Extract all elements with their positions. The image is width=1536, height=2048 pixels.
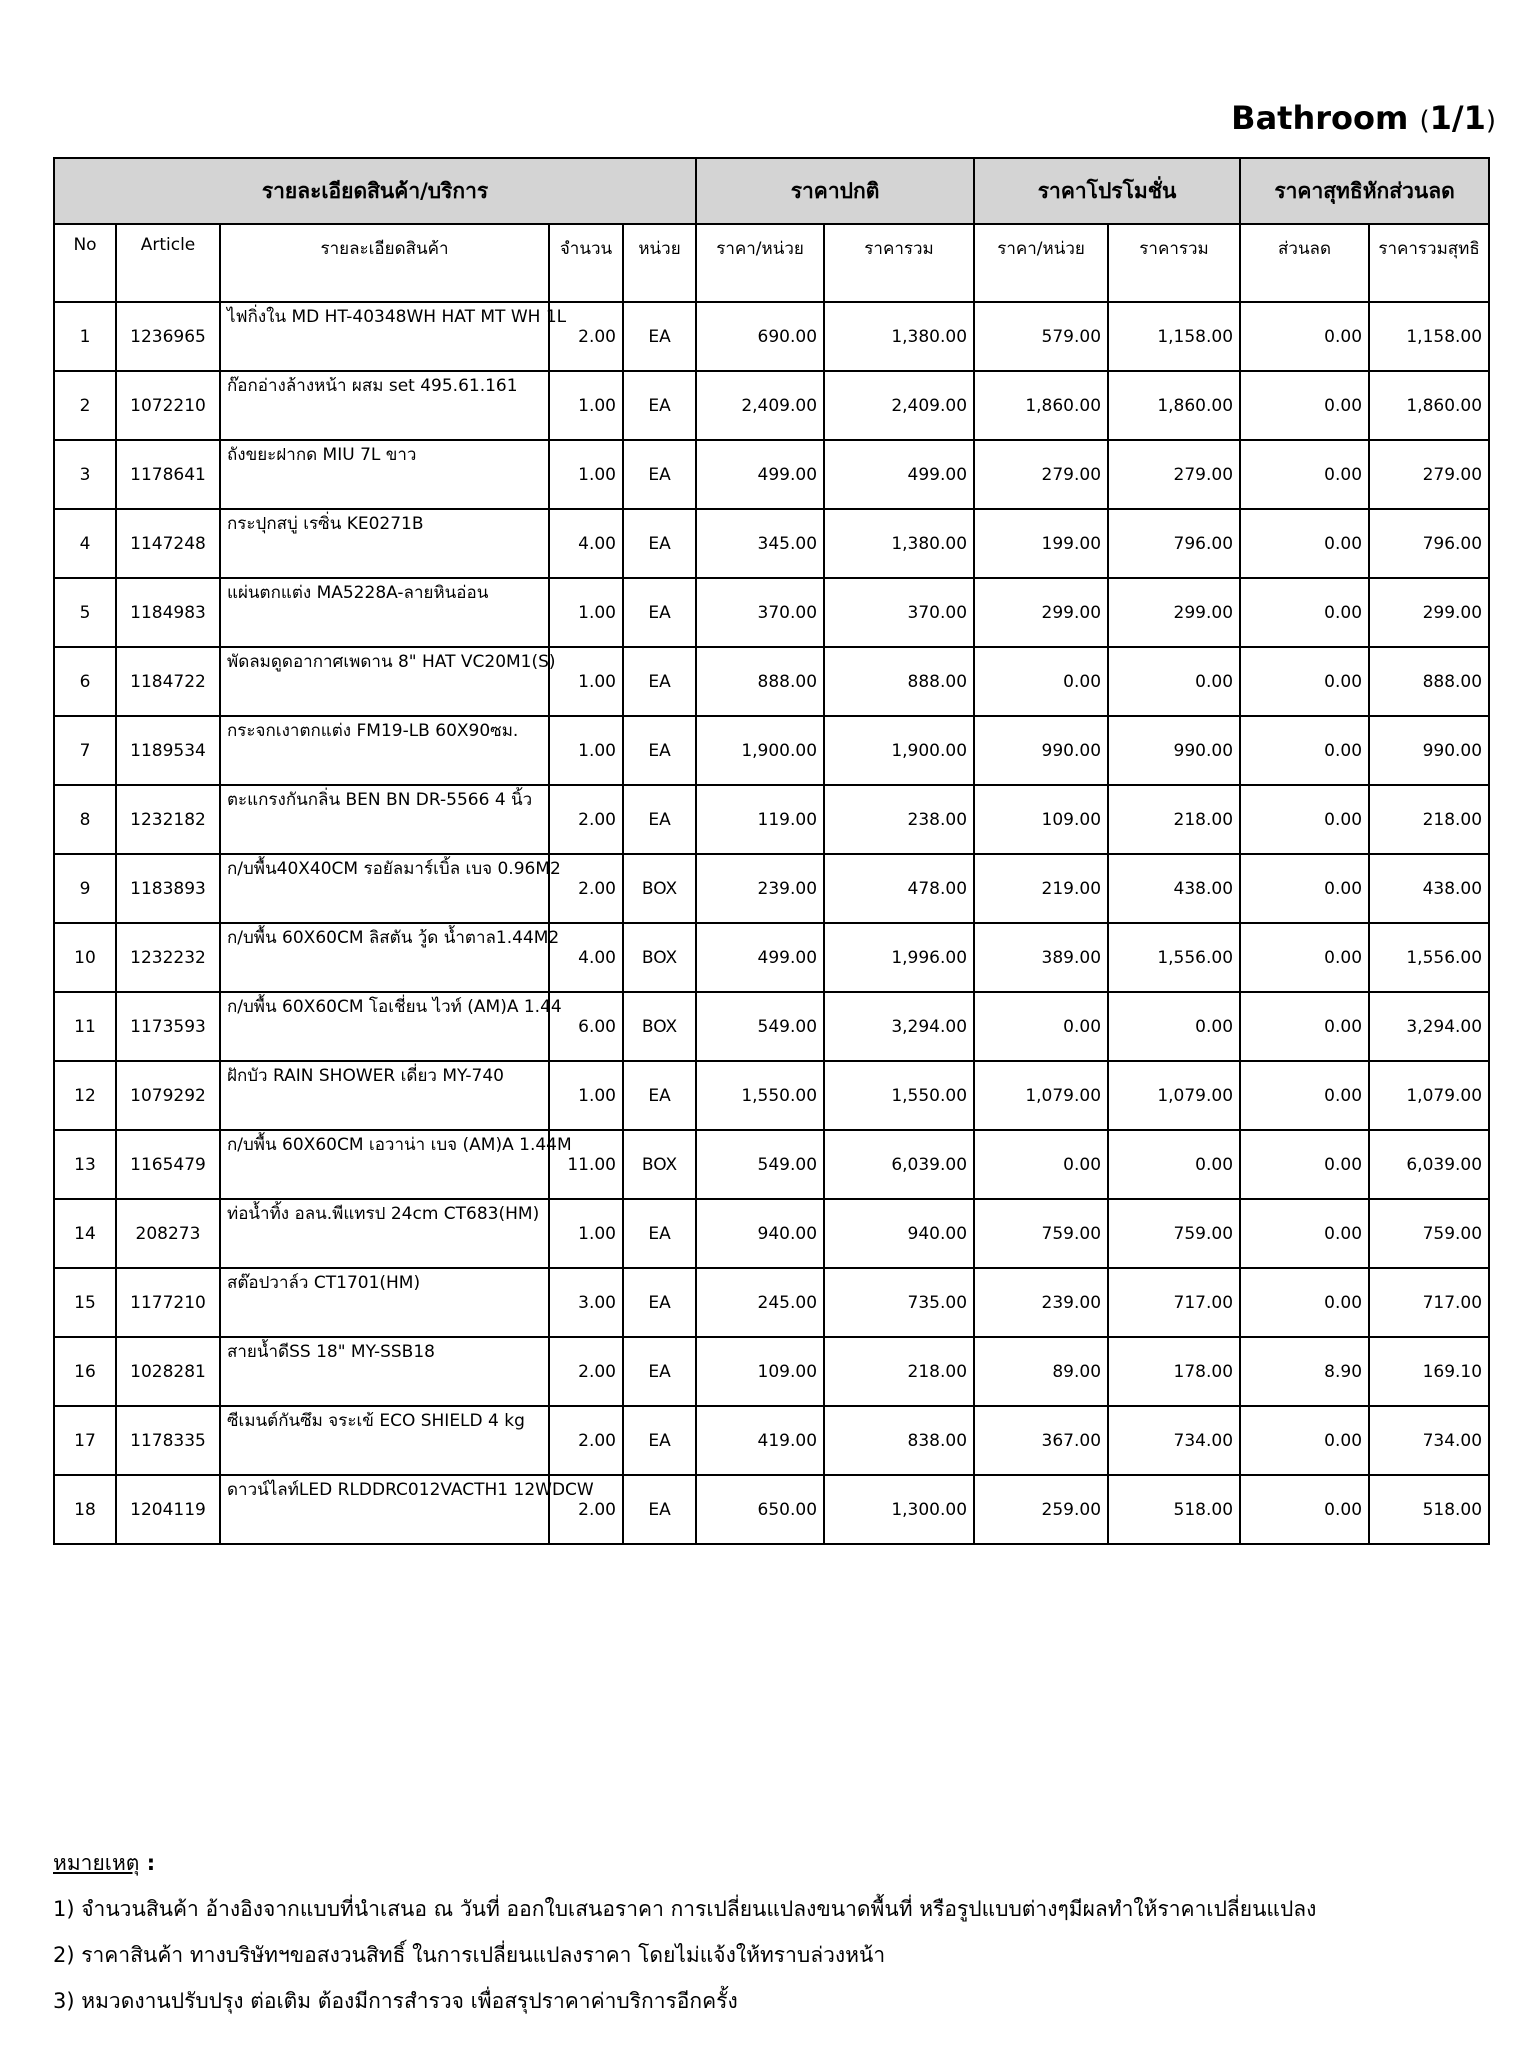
table-body bbox=[54, 302, 1489, 1544]
cell-promo-total: 299.00 bbox=[1108, 578, 1240, 647]
cell-description: ไฟกิ่งใน MD HT-40348WH HAT MT WH 1L bbox=[220, 302, 549, 371]
cell-promo-total: 717.00 bbox=[1108, 1268, 1240, 1337]
cell-promo-unit-price: 1,079.00 bbox=[974, 1061, 1108, 1130]
col-promo-total: ราคารวม bbox=[1108, 224, 1240, 302]
cell-unit: EA bbox=[623, 440, 696, 509]
cell-discount: 0.00 bbox=[1240, 716, 1369, 785]
cell-description: กระปุกสบู่ เรซิ่น KE0271B bbox=[220, 509, 549, 578]
cell-discount: 0.00 bbox=[1240, 1061, 1369, 1130]
cell-quantity: 2.00 bbox=[549, 785, 623, 854]
cell-description: สายน้ำดีSS 18" MY-SSB18 bbox=[220, 1337, 549, 1406]
cell-regular-unit-price: 119.00 bbox=[696, 785, 824, 854]
cell-promo-unit-price: 219.00 bbox=[974, 854, 1108, 923]
cell-promo-total: 438.00 bbox=[1108, 854, 1240, 923]
cell-regular-unit-price: 2,409.00 bbox=[696, 371, 824, 440]
cell-no: 17 bbox=[54, 1406, 116, 1475]
table-row bbox=[54, 1475, 1489, 1544]
cell-regular-unit-price: 888.00 bbox=[696, 647, 824, 716]
cell-promo-unit-price: 367.00 bbox=[974, 1406, 1108, 1475]
cell-promo-unit-price: 389.00 bbox=[974, 923, 1108, 992]
cell-article: 1165479 bbox=[116, 1130, 220, 1199]
table-row bbox=[54, 716, 1489, 785]
cell-no: 2 bbox=[54, 371, 116, 440]
cell-regular-total: 370.00 bbox=[824, 578, 974, 647]
cell-description: ซีเมนต์กันซึม จระเข้ ECO SHIELD 4 kg bbox=[220, 1406, 549, 1475]
cell-no: 13 bbox=[54, 1130, 116, 1199]
cell-regular-unit-price: 109.00 bbox=[696, 1337, 824, 1406]
cell-description: ก/บพื้น 60X60CM ลิสตัน วู้ด น้ำตาล1.44M2 bbox=[220, 923, 549, 992]
cell-no: 9 bbox=[54, 854, 116, 923]
cell-net-total: 1,158.00 bbox=[1369, 302, 1489, 371]
group-regular-price: ราคาปกติ bbox=[696, 158, 974, 224]
cell-article: 1232182 bbox=[116, 785, 220, 854]
cell-discount: 0.00 bbox=[1240, 1268, 1369, 1337]
cell-net-total: 759.00 bbox=[1369, 1199, 1489, 1268]
cell-quantity: 1.00 bbox=[549, 440, 623, 509]
cell-promo-unit-price: 279.00 bbox=[974, 440, 1108, 509]
cell-article: 1183893 bbox=[116, 854, 220, 923]
cell-net-total: 1,556.00 bbox=[1369, 923, 1489, 992]
cell-regular-unit-price: 499.00 bbox=[696, 923, 824, 992]
cell-unit: EA bbox=[623, 371, 696, 440]
cell-discount: 0.00 bbox=[1240, 992, 1369, 1061]
cell-article: 1189534 bbox=[116, 716, 220, 785]
cell-discount: 0.00 bbox=[1240, 1130, 1369, 1199]
table-row bbox=[54, 647, 1489, 716]
cell-regular-total: 838.00 bbox=[824, 1406, 974, 1475]
quotation-table bbox=[53, 157, 1490, 1545]
cell-unit: EA bbox=[623, 1268, 696, 1337]
cell-net-total: 1,079.00 bbox=[1369, 1061, 1489, 1130]
cell-promo-unit-price: 990.00 bbox=[974, 716, 1108, 785]
table-row bbox=[54, 509, 1489, 578]
table-row bbox=[54, 785, 1489, 854]
table-row bbox=[54, 1199, 1489, 1268]
cell-quantity: 2.00 bbox=[549, 1406, 623, 1475]
cell-quantity: 2.00 bbox=[549, 302, 623, 371]
cell-unit: BOX bbox=[623, 923, 696, 992]
cell-promo-total: 1,860.00 bbox=[1108, 371, 1240, 440]
cell-promo-total: 1,556.00 bbox=[1108, 923, 1240, 992]
cell-quantity: 1.00 bbox=[549, 578, 623, 647]
notes-heading: หมายเหตุ bbox=[53, 1851, 140, 1875]
cell-description: พัดลมดูดอากาศเพดาน 8" HAT VC20M1(S) bbox=[220, 647, 549, 716]
note-line-3: 3) หมวดงานปรับปรุง ต่อเติม ต้องมีการสำรวจ เพื่อสรุปราคาค่าบริการอีกครั้ง bbox=[53, 1989, 738, 2013]
cell-discount: 0.00 bbox=[1240, 1406, 1369, 1475]
cell-article: 1184722 bbox=[116, 647, 220, 716]
cell-regular-total: 1,380.00 bbox=[824, 509, 974, 578]
table-row bbox=[54, 1061, 1489, 1130]
cell-quantity: 3.00 bbox=[549, 1268, 623, 1337]
cell-no: 16 bbox=[54, 1337, 116, 1406]
table-group-header bbox=[54, 158, 1489, 224]
cell-unit: EA bbox=[623, 1475, 696, 1544]
cell-unit: EA bbox=[623, 1406, 696, 1475]
table-row bbox=[54, 1337, 1489, 1406]
cell-discount: 0.00 bbox=[1240, 578, 1369, 647]
table-column-header bbox=[54, 224, 1489, 302]
cell-regular-total: 1,900.00 bbox=[824, 716, 974, 785]
cell-net-total: 169.10 bbox=[1369, 1337, 1489, 1406]
cell-net-total: 888.00 bbox=[1369, 647, 1489, 716]
cell-regular-total: 2,409.00 bbox=[824, 371, 974, 440]
cell-promo-total: 759.00 bbox=[1108, 1199, 1240, 1268]
cell-discount: 0.00 bbox=[1240, 1199, 1369, 1268]
cell-promo-total: 734.00 bbox=[1108, 1406, 1240, 1475]
cell-regular-unit-price: 940.00 bbox=[696, 1199, 824, 1268]
cell-regular-unit-price: 345.00 bbox=[696, 509, 824, 578]
cell-regular-total: 3,294.00 bbox=[824, 992, 974, 1061]
cell-promo-total: 796.00 bbox=[1108, 509, 1240, 578]
cell-unit: EA bbox=[623, 578, 696, 647]
cell-unit: EA bbox=[623, 647, 696, 716]
cell-promo-total: 178.00 bbox=[1108, 1337, 1240, 1406]
table-row bbox=[54, 1130, 1489, 1199]
cell-unit: EA bbox=[623, 302, 696, 371]
cell-quantity: 1.00 bbox=[549, 1199, 623, 1268]
table-row bbox=[54, 440, 1489, 509]
cell-promo-unit-price: 1,860.00 bbox=[974, 371, 1108, 440]
cell-quantity: 1.00 bbox=[549, 647, 623, 716]
cell-discount: 0.00 bbox=[1240, 371, 1369, 440]
cell-unit: EA bbox=[623, 1337, 696, 1406]
group-product-details: รายละเอียดสินค้า/บริการ bbox=[54, 158, 696, 224]
cell-promo-unit-price: 0.00 bbox=[974, 1130, 1108, 1199]
cell-no: 15 bbox=[54, 1268, 116, 1337]
cell-promo-unit-price: 89.00 bbox=[974, 1337, 1108, 1406]
cell-article: 1147248 bbox=[116, 509, 220, 578]
cell-description: ท่อน้ำทิ้ง อลน.พีแทรป 24cm CT683(HM) bbox=[220, 1199, 549, 1268]
col-unit: หน่วย bbox=[623, 224, 696, 302]
cell-promo-unit-price: 109.00 bbox=[974, 785, 1108, 854]
notes-section bbox=[53, 1840, 1493, 2024]
cell-discount: 0.00 bbox=[1240, 1475, 1369, 1544]
cell-quantity: 11.00 bbox=[549, 1130, 623, 1199]
note-line-1: 1) จำนวนสินค้า อ้างอิงจากแบบที่นำเสนอ ณ วันที่ ออกใบเสนอราคา การเปลี่ยนแปลงขนาดพื้นที่ หรือรูปแบบต่างๆมีผลทำให้ราคาเปลี่ยนแปลง bbox=[53, 1897, 1317, 1921]
col-regular-total: ราคารวม bbox=[824, 224, 974, 302]
cell-regular-total: 1,550.00 bbox=[824, 1061, 974, 1130]
cell-unit: BOX bbox=[623, 992, 696, 1061]
cell-discount: 0.00 bbox=[1240, 854, 1369, 923]
cell-no: 5 bbox=[54, 578, 116, 647]
cell-article: 1028281 bbox=[116, 1337, 220, 1406]
cell-promo-total: 1,158.00 bbox=[1108, 302, 1240, 371]
col-no: No bbox=[54, 224, 116, 302]
group-promotion-price: ราคาโปรโมชั่น bbox=[974, 158, 1240, 224]
table-row bbox=[54, 992, 1489, 1061]
cell-article: 1178335 bbox=[116, 1406, 220, 1475]
cell-article: 1079292 bbox=[116, 1061, 220, 1130]
cell-quantity: 2.00 bbox=[549, 1337, 623, 1406]
cell-regular-unit-price: 245.00 bbox=[696, 1268, 824, 1337]
cell-unit: EA bbox=[623, 716, 696, 785]
cell-discount: 0.00 bbox=[1240, 509, 1369, 578]
col-regular-unit-price: ราคา/หน่วย bbox=[696, 224, 824, 302]
cell-regular-total: 1,380.00 bbox=[824, 302, 974, 371]
title-page-count: 1/1 bbox=[1429, 99, 1486, 137]
cell-no: 8 bbox=[54, 785, 116, 854]
cell-promo-total: 1,079.00 bbox=[1108, 1061, 1240, 1130]
group-net-price: ราคาสุทธิหักส่วนลด bbox=[1240, 158, 1489, 224]
cell-description: ฝักบัว RAIN SHOWER เดี่ยว MY-740 bbox=[220, 1061, 549, 1130]
cell-article: 1072210 bbox=[116, 371, 220, 440]
notes-heading-line bbox=[53, 1840, 1493, 1886]
cell-promo-unit-price: 0.00 bbox=[974, 647, 1108, 716]
cell-net-total: 1,860.00 bbox=[1369, 371, 1489, 440]
cell-unit: EA bbox=[623, 785, 696, 854]
cell-regular-total: 1,300.00 bbox=[824, 1475, 974, 1544]
cell-net-total: 438.00 bbox=[1369, 854, 1489, 923]
cell-discount: 0.00 bbox=[1240, 785, 1369, 854]
cell-regular-unit-price: 1,550.00 bbox=[696, 1061, 824, 1130]
table-row bbox=[54, 1268, 1489, 1337]
cell-description: สต๊อปวาล์ว CT1701(HM) bbox=[220, 1268, 549, 1337]
cell-no: 14 bbox=[54, 1199, 116, 1268]
cell-description: ก๊อกอ่างล้างหน้า ผสม set 495.61.161 bbox=[220, 371, 549, 440]
table-row bbox=[54, 302, 1489, 371]
cell-article: 1232232 bbox=[116, 923, 220, 992]
cell-net-total: 218.00 bbox=[1369, 785, 1489, 854]
cell-net-total: 6,039.00 bbox=[1369, 1130, 1489, 1199]
cell-net-total: 717.00 bbox=[1369, 1268, 1489, 1337]
cell-net-total: 990.00 bbox=[1369, 716, 1489, 785]
cell-description: ก/บพื้น 60X60CM เอวาน่า เบจ (AM)A 1.44M bbox=[220, 1130, 549, 1199]
cell-description: ก/บพื้น 60X60CM โอเชี่ยน ไวท์ (AM)A 1.44 bbox=[220, 992, 549, 1061]
cell-regular-total: 735.00 bbox=[824, 1268, 974, 1337]
cell-regular-unit-price: 419.00 bbox=[696, 1406, 824, 1475]
document-title bbox=[1231, 99, 1496, 137]
cell-article: 208273 bbox=[116, 1199, 220, 1268]
cell-description: ถังขยะฝากด MIU 7L ขาว bbox=[220, 440, 549, 509]
cell-regular-total: 478.00 bbox=[824, 854, 974, 923]
cell-description: ดาวน์ไลท์LED RLDDRC012VACTH1 12WDCW bbox=[220, 1475, 549, 1544]
cell-net-total: 279.00 bbox=[1369, 440, 1489, 509]
cell-regular-total: 218.00 bbox=[824, 1337, 974, 1406]
cell-unit: BOX bbox=[623, 1130, 696, 1199]
cell-promo-total: 0.00 bbox=[1108, 647, 1240, 716]
cell-promo-unit-price: 299.00 bbox=[974, 578, 1108, 647]
title-close-paren: ) bbox=[1485, 106, 1496, 136]
cell-net-total: 796.00 bbox=[1369, 509, 1489, 578]
table-row bbox=[54, 578, 1489, 647]
cell-description: ตะแกรงกันกลิ่น BEN BN DR-5566 4 นิ้ว bbox=[220, 785, 549, 854]
col-article: Article bbox=[116, 224, 220, 302]
title-open-paren: ( bbox=[1419, 106, 1430, 136]
cell-net-total: 299.00 bbox=[1369, 578, 1489, 647]
cell-promo-total: 990.00 bbox=[1108, 716, 1240, 785]
col-quantity: จำนวน bbox=[549, 224, 623, 302]
cell-no: 1 bbox=[54, 302, 116, 371]
cell-regular-total: 940.00 bbox=[824, 1199, 974, 1268]
cell-no: 10 bbox=[54, 923, 116, 992]
cell-regular-unit-price: 549.00 bbox=[696, 992, 824, 1061]
cell-discount: 0.00 bbox=[1240, 923, 1369, 992]
cell-quantity: 4.00 bbox=[549, 923, 623, 992]
cell-regular-total: 6,039.00 bbox=[824, 1130, 974, 1199]
cell-article: 1177210 bbox=[116, 1268, 220, 1337]
cell-discount: 8.90 bbox=[1240, 1337, 1369, 1406]
cell-unit: BOX bbox=[623, 854, 696, 923]
cell-discount: 0.00 bbox=[1240, 440, 1369, 509]
table-row bbox=[54, 371, 1489, 440]
cell-promo-total: 0.00 bbox=[1108, 1130, 1240, 1199]
cell-no: 11 bbox=[54, 992, 116, 1061]
cell-promo-total: 0.00 bbox=[1108, 992, 1240, 1061]
cell-net-total: 518.00 bbox=[1369, 1475, 1489, 1544]
cell-description: กระจกเงาตกแต่ง FM19-LB 60X90ซม. bbox=[220, 716, 549, 785]
cell-promo-total: 518.00 bbox=[1108, 1475, 1240, 1544]
cell-no: 7 bbox=[54, 716, 116, 785]
cell-quantity: 2.00 bbox=[549, 1475, 623, 1544]
notes-colon: : bbox=[139, 1851, 156, 1875]
cell-regular-total: 238.00 bbox=[824, 785, 974, 854]
cell-discount: 0.00 bbox=[1240, 302, 1369, 371]
cell-description: ก/บพื้น40X40CM รอยัลมาร์เบิ้ล เบจ 0.96M2 bbox=[220, 854, 549, 923]
cell-no: 3 bbox=[54, 440, 116, 509]
cell-no: 12 bbox=[54, 1061, 116, 1130]
col-net-total: ราคารวมสุทธิ bbox=[1369, 224, 1489, 302]
cell-regular-total: 499.00 bbox=[824, 440, 974, 509]
table-row bbox=[54, 923, 1489, 992]
cell-regular-unit-price: 690.00 bbox=[696, 302, 824, 371]
cell-regular-unit-price: 650.00 bbox=[696, 1475, 824, 1544]
cell-article: 1236965 bbox=[116, 302, 220, 371]
table-row bbox=[54, 854, 1489, 923]
cell-regular-unit-price: 370.00 bbox=[696, 578, 824, 647]
cell-net-total: 734.00 bbox=[1369, 1406, 1489, 1475]
col-promo-unit-price: ราคา/หน่วย bbox=[974, 224, 1108, 302]
cell-promo-unit-price: 259.00 bbox=[974, 1475, 1108, 1544]
cell-promo-total: 279.00 bbox=[1108, 440, 1240, 509]
cell-net-total: 3,294.00 bbox=[1369, 992, 1489, 1061]
cell-discount: 0.00 bbox=[1240, 647, 1369, 716]
cell-promo-unit-price: 199.00 bbox=[974, 509, 1108, 578]
cell-regular-total: 888.00 bbox=[824, 647, 974, 716]
cell-regular-unit-price: 239.00 bbox=[696, 854, 824, 923]
cell-unit: EA bbox=[623, 1199, 696, 1268]
table-row bbox=[54, 1406, 1489, 1475]
cell-unit: EA bbox=[623, 1061, 696, 1130]
cell-unit: EA bbox=[623, 509, 696, 578]
note-line-2: 2) ราคาสินค้า ทางบริษัทฯขอสงวนสิทธิ์ ในการเปลี่ยนแปลงราคา โดยไม่แจ้งให้ทราบล่วงหน้า bbox=[53, 1943, 886, 1967]
cell-quantity: 6.00 bbox=[549, 992, 623, 1061]
cell-no: 4 bbox=[54, 509, 116, 578]
cell-quantity: 2.00 bbox=[549, 854, 623, 923]
cell-no: 6 bbox=[54, 647, 116, 716]
cell-promo-unit-price: 0.00 bbox=[974, 992, 1108, 1061]
cell-article: 1173593 bbox=[116, 992, 220, 1061]
cell-promo-unit-price: 239.00 bbox=[974, 1268, 1108, 1337]
col-discount: ส่วนลด bbox=[1240, 224, 1369, 302]
cell-quantity: 4.00 bbox=[549, 509, 623, 578]
cell-article: 1178641 bbox=[116, 440, 220, 509]
cell-description: แผ่นตกแต่ง MA5228A-ลายหินอ่อน bbox=[220, 578, 549, 647]
cell-article: 1204119 bbox=[116, 1475, 220, 1544]
cell-regular-unit-price: 549.00 bbox=[696, 1130, 824, 1199]
cell-promo-total: 218.00 bbox=[1108, 785, 1240, 854]
cell-promo-unit-price: 579.00 bbox=[974, 302, 1108, 371]
title-name: Bathroom bbox=[1231, 99, 1409, 137]
col-description: รายละเอียดสินค้า bbox=[220, 224, 549, 302]
cell-quantity: 1.00 bbox=[549, 1061, 623, 1130]
cell-promo-unit-price: 759.00 bbox=[974, 1199, 1108, 1268]
cell-quantity: 1.00 bbox=[549, 716, 623, 785]
cell-regular-total: 1,996.00 bbox=[824, 923, 974, 992]
cell-quantity: 1.00 bbox=[549, 371, 623, 440]
cell-no: 18 bbox=[54, 1475, 116, 1544]
cell-article: 1184983 bbox=[116, 578, 220, 647]
cell-regular-unit-price: 1,900.00 bbox=[696, 716, 824, 785]
cell-regular-unit-price: 499.00 bbox=[696, 440, 824, 509]
